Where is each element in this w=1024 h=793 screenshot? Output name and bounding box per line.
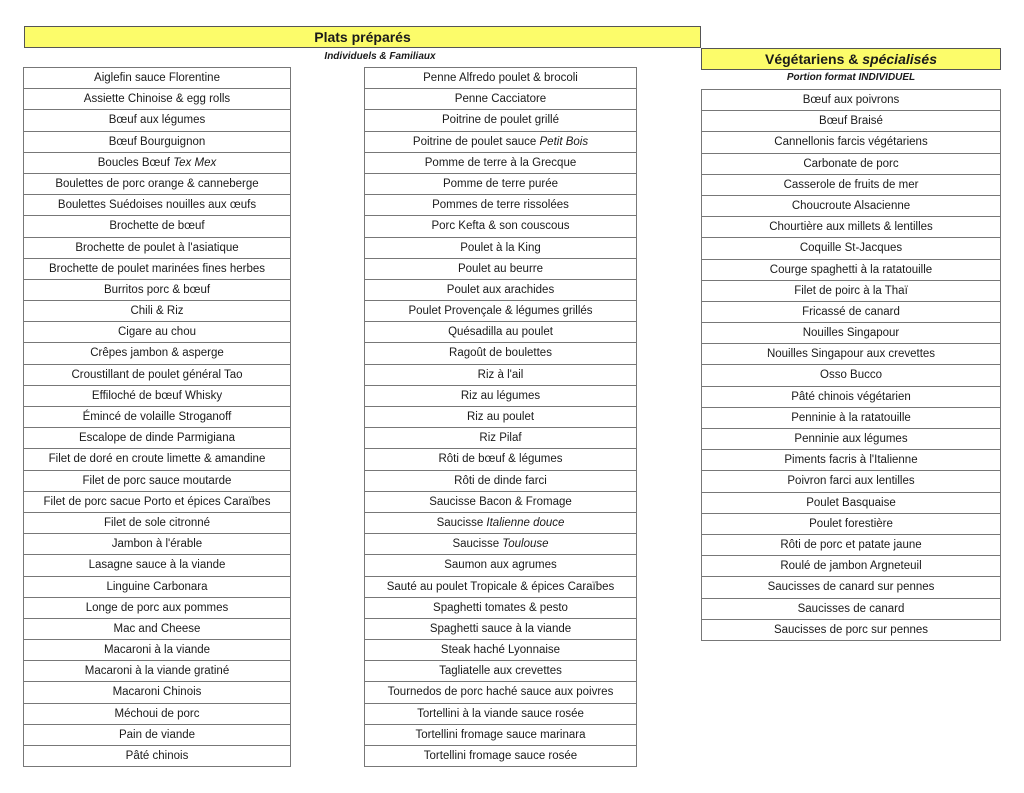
menu-item	[701, 620, 1001, 641]
menu-item	[364, 407, 637, 428]
menu-item	[364, 619, 637, 640]
menu-item-text: Émincé de volaille Stroganoff	[82, 411, 232, 423]
menu-item-text: Méchoui de porc	[114, 707, 200, 720]
menu-item-text: Poulet au beurre	[457, 262, 544, 275]
menu-item	[364, 89, 637, 110]
menu-item-text: Piments facris à l'Italienne	[784, 454, 918, 467]
menu-item	[364, 301, 637, 322]
menu-item-text: Penninie à la ratatouille	[791, 411, 911, 424]
menu-item-text: Porc Kefta & son couscous	[431, 220, 570, 233]
menu-item	[23, 322, 291, 343]
menu-item-text: Pâté chinois végétarien	[791, 390, 911, 403]
menu-item-text: Escalope de dinde Parmigiana	[79, 432, 235, 445]
menu-item	[23, 110, 291, 131]
menu-item-text: Bœuf Bourguignon	[108, 135, 206, 148]
menu-item	[701, 281, 1001, 302]
menu-item-text: Aiglefin sauce Florentine	[94, 72, 220, 84]
menu-item	[23, 132, 291, 153]
menu-item	[364, 365, 637, 386]
menu-item-text: Osso Bucco	[820, 369, 882, 382]
vegetariens-title-text: Végétariens &	[765, 51, 863, 67]
menu-item-text: Boulettes Suédoises nouilles aux œufs	[57, 199, 257, 212]
menu-item	[701, 132, 1001, 153]
menu-item-text: Tagliatelle aux crevettes	[439, 665, 562, 678]
plats-prepares-subtitle: Individuels & Familiaux	[324, 51, 436, 62]
menu-item-text: Macaroni Chinois	[112, 686, 202, 699]
menu-item	[364, 195, 637, 216]
menu-item	[23, 492, 291, 513]
menu-item-text: Cannellonis farcis végétariens	[774, 136, 928, 149]
menu-item	[701, 429, 1001, 450]
menu-item-text: Pomme de terre purée	[442, 177, 559, 190]
menu-item	[701, 493, 1001, 514]
menu-item-text: Filet de porc sauce moutarde	[82, 474, 232, 487]
menu-item-text: Carbonate de porc	[803, 157, 899, 170]
menu-item-text: Tortellini fromage sauce rosée	[423, 750, 578, 762]
menu-item	[23, 555, 291, 576]
menu-item	[701, 302, 1001, 323]
menu-item-text: Bœuf aux poivrons	[802, 94, 900, 106]
menu-item-text: Fricassé de canard	[802, 305, 900, 318]
menu-item-text: Sauté au poulet Tropicale & épices Caraïbes	[386, 580, 615, 593]
menu-item	[23, 513, 291, 534]
menu-item-text: Poivron farci aux lentilles	[787, 475, 915, 488]
menu-item	[364, 68, 637, 89]
menu-item	[701, 365, 1001, 386]
menu-item	[23, 68, 291, 89]
menu-item	[701, 514, 1001, 535]
menu-item	[364, 174, 637, 195]
menu-item-text: Rôti de porc et patate jaune	[780, 538, 922, 551]
menu-item-text: Croustillant de poulet général Tao	[71, 368, 243, 381]
menu-item	[364, 725, 637, 746]
menu-item-text: Filet de doré en croute limette & amandine	[48, 453, 266, 466]
menu-item	[364, 386, 637, 407]
menu-item	[23, 216, 291, 237]
menu-item	[23, 365, 291, 386]
vegetariens-subtitle: Portion format INDIVIDUEL	[786, 72, 916, 83]
menu-item-text: Pomme de terre à la Grecque	[424, 156, 577, 169]
menu-item	[364, 449, 637, 470]
menu-item	[23, 259, 291, 280]
menu-item	[23, 301, 291, 322]
menu-item-text: Pâté chinois	[125, 750, 189, 762]
menu-item-text: Mac and Cheese	[113, 622, 201, 635]
menu-item	[364, 640, 637, 661]
menu-item-text: Poitrine de poulet grillé	[442, 114, 559, 127]
menu-item-italic-text: Italienne douce	[486, 516, 565, 529]
menu-item-text: Saumon aux agrumes	[444, 559, 557, 572]
menu-item	[364, 704, 637, 725]
menu-item	[364, 132, 637, 153]
menu-item-text: Pain de viande	[118, 728, 196, 741]
menu-item	[701, 238, 1001, 259]
menu-item	[701, 111, 1001, 132]
menu-item-text: Pommes de terre rissolées	[432, 199, 569, 212]
vegetariens-title	[701, 48, 1001, 70]
menu-item	[23, 471, 291, 492]
menu-item	[23, 153, 291, 174]
menu-item	[364, 746, 637, 767]
menu-item-text: Coquille St-Jacques	[799, 242, 903, 255]
menu-item	[23, 640, 291, 661]
menu-item-text: Poulet à la King	[460, 241, 541, 254]
menu-item-text: Riz Pilaf	[479, 432, 522, 445]
menu-item-text: Burritos porc & bœuf	[103, 283, 211, 296]
menu-item-text: Boucles Bœuf	[97, 156, 174, 169]
menu-item	[364, 343, 637, 364]
menu-item-text: Riz au légumes	[460, 389, 541, 402]
menu-item-text: Saucisse	[436, 516, 487, 529]
menu-item-text: Brochette de bœuf	[109, 220, 205, 233]
menu-item-text: Saucisse	[452, 538, 503, 551]
menu-item	[23, 407, 291, 428]
menu-item-text: Spaghetti sauce à la viande	[429, 622, 572, 635]
menu-item-text: Ragoût de boulettes	[449, 347, 552, 360]
menu-item-text: Poitrine de poulet sauce	[412, 135, 540, 148]
menu-item	[364, 280, 637, 301]
menu-item-text: Lasagne sauce à la viande	[88, 559, 226, 572]
menu-item	[364, 661, 637, 682]
menu-item-text: Crêpes jambon & asperge	[90, 347, 224, 360]
menu-item-text: Tortellini fromage sauce marinara	[415, 728, 586, 741]
menu-item-text: Quésadilla au poulet	[448, 326, 553, 339]
menu-item	[23, 174, 291, 195]
menu-item	[701, 154, 1001, 175]
menu-item-text: Penne Alfredo poulet & brocoli	[423, 72, 578, 84]
menu-item-text: Filet de poirc à la Thaï	[794, 284, 908, 297]
menu-item-text: Tortellini à la viande sauce rosée	[417, 707, 584, 720]
menu-item	[364, 534, 637, 555]
menu-item-italic-text: Tex Mex	[173, 156, 217, 169]
menu-item	[23, 746, 291, 767]
menu-item	[701, 323, 1001, 344]
menu-item	[364, 682, 637, 703]
menu-item-text: Saucisse Bacon & Fromage	[429, 495, 572, 508]
menu-item-text: Saucisses de porc sur pennes	[773, 623, 929, 636]
menu-item-text: Macaroni à la viande gratiné	[84, 665, 230, 678]
menu-item-text: Spaghetti tomates & pesto	[433, 601, 568, 614]
menu-item-text: Rôti de bœuf & légumes	[438, 453, 563, 466]
menu-item	[23, 577, 291, 598]
menu-item-text: Saucisses de canard	[797, 602, 905, 615]
menu-item	[23, 725, 291, 746]
menu-item	[364, 492, 637, 513]
menu-item	[23, 343, 291, 364]
menu-item	[23, 619, 291, 640]
menu-item	[701, 556, 1001, 577]
menu-item	[701, 217, 1001, 238]
menu-item-text: Filet de sole citronné	[103, 516, 211, 529]
plats-column-2	[364, 67, 637, 767]
menu-item	[364, 259, 637, 280]
menu-item-text: Chili & Riz	[130, 305, 184, 318]
menu-item-text: Riz à l'ail	[477, 368, 524, 381]
menu-item-text: Cigare au chou	[118, 326, 196, 339]
menu-item	[701, 260, 1001, 281]
menu-item	[23, 195, 291, 216]
menu-item-text: Jambon à l'érable	[111, 538, 203, 551]
plats-prepares-title: Plats préparés	[24, 26, 701, 48]
menu-item-text: Assiette Chinoise & egg rolls	[83, 93, 231, 106]
menu-item-text: Brochette de poulet marinées fines herbes	[48, 262, 266, 275]
menu-item-text: Penne Cacciatore	[454, 93, 547, 106]
menu-item-text: Filet de porc sacue Porto et épices Caraïbes	[43, 495, 271, 508]
menu-item-text: Poulet Basquaise	[806, 496, 896, 509]
menu-item	[23, 598, 291, 619]
menu-item	[364, 153, 637, 174]
menu-item-text: Linguine Carbonara	[106, 580, 208, 593]
menu-item	[364, 555, 637, 576]
menu-item	[23, 534, 291, 555]
menu-item	[364, 577, 637, 598]
menu-item	[364, 322, 637, 343]
menu-item	[23, 280, 291, 301]
menu-item-text: Roulé de jambon Argneteuil	[780, 560, 922, 573]
menu-item	[701, 577, 1001, 598]
menu-item-text: Riz au poulet	[466, 411, 535, 423]
menu-item	[364, 598, 637, 619]
menu-item-text: Chourtière aux millets & lentilles	[769, 221, 933, 234]
menu-item	[701, 387, 1001, 408]
menu-item	[701, 344, 1001, 365]
menu-item-text: Boulettes de porc orange & canneberge	[55, 177, 259, 190]
menu-item-text: Nouilles Singapour aux crevettes	[766, 348, 936, 361]
menu-item-text: Effiloché de bœuf Whisky	[91, 389, 223, 402]
menu-item	[23, 682, 291, 703]
menu-item-text: Casserole de fruits de mer	[783, 178, 919, 191]
vegetariens-column	[701, 89, 1001, 641]
menu-item	[701, 408, 1001, 429]
menu-item	[701, 450, 1001, 471]
menu-item	[364, 471, 637, 492]
menu-item	[701, 175, 1001, 196]
menu-item	[701, 196, 1001, 217]
menu-item-text: Penninie aux légumes	[794, 433, 908, 445]
menu-item-text: Saucisses de canard sur pennes	[767, 581, 935, 594]
menu-item-text: Nouilles Singapour	[802, 327, 900, 340]
menu-item	[23, 386, 291, 407]
vegetariens-title-italic: spécialisés	[862, 51, 937, 67]
menu-item	[701, 90, 1001, 111]
menu-item	[364, 513, 637, 534]
menu-item	[701, 535, 1001, 556]
menu-item	[23, 661, 291, 682]
menu-item-text: Poulet forestière	[809, 517, 893, 530]
menu-item	[364, 216, 637, 237]
menu-item-text: Poulet Provençale & légumes grillés	[408, 305, 593, 318]
menu-item-italic-text: Toulouse	[502, 538, 549, 551]
menu-item	[23, 449, 291, 470]
menu-item-text: Bœuf aux légumes	[108, 114, 206, 127]
menu-item-text: Tournedos de porc haché sauce aux poivres	[387, 686, 614, 699]
menu-item-text: Choucroute Alsacienne	[791, 199, 911, 212]
menu-item-text: Bœuf Braisé	[819, 115, 883, 128]
menu-item	[364, 110, 637, 131]
menu-item-text: Brochette de poulet à l'asiatique	[75, 241, 239, 254]
menu-item	[364, 428, 637, 449]
menu-item-text: Macaroni à la viande	[103, 644, 211, 657]
menu-item	[364, 238, 637, 259]
menu-item-text: Longe de porc aux pommes	[85, 601, 229, 614]
menu-item-text: Steak haché Lyonnaise	[440, 644, 561, 657]
menu-item	[23, 238, 291, 259]
menu-item	[23, 89, 291, 110]
menu-item-text: Rôti de dinde farci	[454, 474, 547, 487]
menu-item	[23, 428, 291, 449]
menu-item	[701, 471, 1001, 492]
menu-item-text: Poulet aux arachides	[446, 283, 555, 296]
menu-item	[23, 704, 291, 725]
menu-item-text: Courge spaghetti à la ratatouille	[769, 263, 933, 276]
plats-column-1	[23, 67, 291, 767]
menu-item-italic-text: Petit Bois	[539, 135, 589, 148]
menu-item	[701, 599, 1001, 620]
